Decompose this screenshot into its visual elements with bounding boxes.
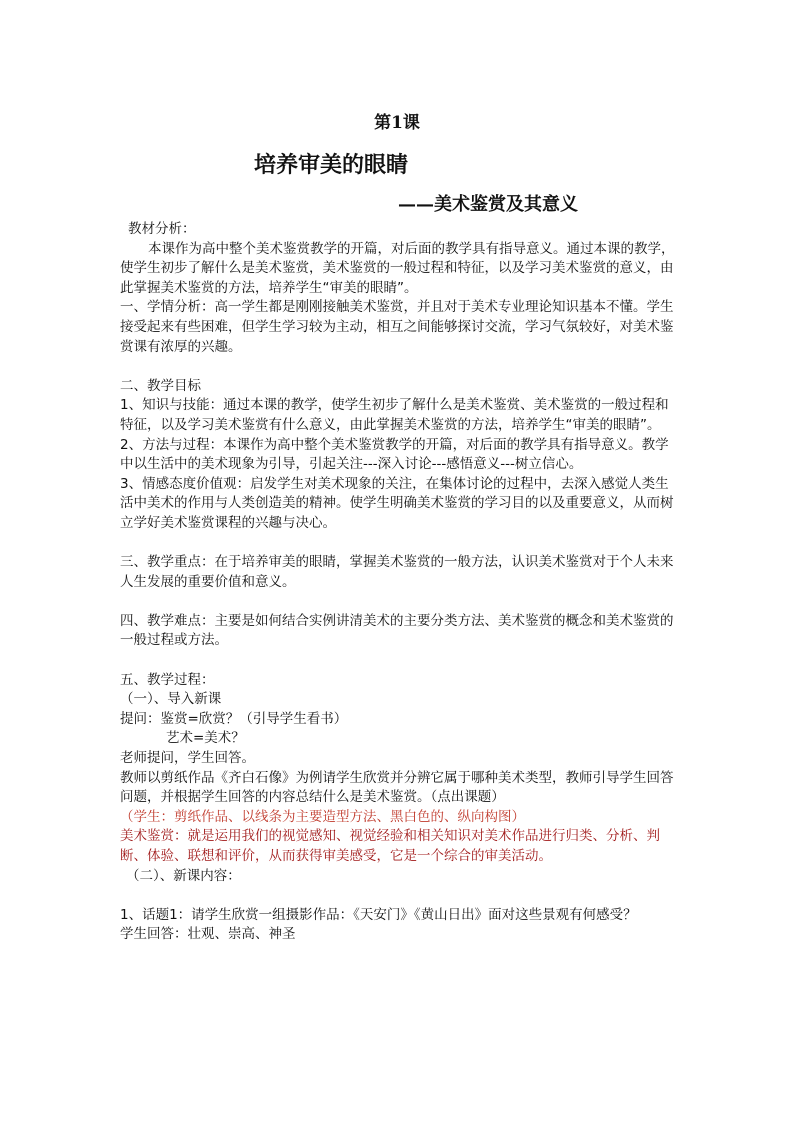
paragraph-goal-method: 2、方法与过程：本课作为高中整个美术鉴赏教学的开篇，对后面的教学具有指导意义。教学中以生活中的美术现象为引导，引起关注---深入讨论---感悟意义---树立信心。: [120, 436, 669, 473]
document-body: [120, 220, 676, 945]
page-title: 培养审美的眼睛: [254, 152, 409, 178]
blank-line: [120, 651, 676, 671]
paragraph-difficulties: 四、教学难点：主要是如何结合实例讲清美术的主要分类方法、美术鉴赏的概念和美术鉴赏的一般过程或方法。: [120, 612, 674, 649]
heading-new-content: （二）、新课内容：: [126, 867, 241, 884]
blank-line: [120, 357, 676, 377]
line-topic-1: 1、话题1：请学生欣赏一组摄影作品：《天安门》《黄山日出》面对这些景观有何感受？: [120, 906, 637, 923]
paragraph-key-points: 三、教学重点：在于培养审美的眼睛，掌握美术鉴赏的一般方法，认识美术鉴赏对于个人未来人生发展的重要价值和意义。: [120, 554, 674, 590]
paragraph-paper-cut-example: 教师以剪纸作品《齐白石像》为例请学生欣赏并分辨它属于哪种美术类型，教师引导学生回答问题，并根据学生回答的内容总结什么是美术鉴赏。（点出课题）: [120, 769, 674, 806]
line-teacher-asks: 老师提问，学生回答。: [120, 750, 255, 767]
paragraph-goal-emotion: 3、情感态度价值观：启发学生对美术现象的关注，在集体讨论的过程中，去深入感觉人类生活中美术的作用与人类创造美的精神。使学生明确美术鉴赏的学习目的以及重要意义，从而树立学好美术鉴赏课程的兴趣与决心。: [120, 475, 674, 531]
heading-teaching-process: 五、教学过程：: [120, 671, 215, 688]
blank-line: [120, 886, 676, 906]
line-question-1: 提问：鉴赏=欣赏？（引导学生看书）: [120, 710, 348, 727]
line-student-reply: 学生回答：壮观、崇高、神圣: [120, 926, 296, 943]
paragraph-art-appreciation-definition: 美术鉴赏：就是运用我们的视觉感知、视觉经验和相关知识对美术作品进行归类、分析、判断、体验、联想和评价，从而获得审美感受，它是一个综合的审美活动。: [120, 828, 660, 864]
heading-teaching-goals: 二、教学目标: [120, 377, 201, 394]
blank-line: [120, 534, 676, 554]
blank-line: [120, 592, 676, 612]
page-subtitle: ——美术鉴赏及其意义: [398, 194, 578, 215]
paragraph-student-analysis: 一、学情分析：高一学生都是刚刚接触美术鉴赏，并且对于美术专业理论知识基本不懂。学生接受起来有些困难，但学生学习较为主动，相互之间能够探讨交流，学习气氛较好，对美术鉴赏课有浓厚的兴趣。: [120, 299, 674, 355]
paragraph-textbook-analysis: 本课作为高中整个美术鉴赏教学的开篇，对后面的教学具有指导意义。通过本课的教学，使学生初步了解什么是美术鉴赏，美术鉴赏的一般过程和特征，以及学习美术鉴赏的意义，由此掌握美术鉴赏的方法，培养学生“审美的眼睛”。: [120, 240, 675, 296]
paragraph-student-answer: （学生：剪纸作品、以线条为主要造型方法、黑白色的、纵向构图）: [120, 808, 525, 825]
lesson-number: 第1课: [374, 113, 420, 133]
section-textbook-analysis: 教材分析：: [128, 221, 196, 237]
paragraph-goal-knowledge: 1、知识与技能：通过本课的教学，使学生初步了解什么是美术鉴赏、美术鉴赏的一般过程和特征，以及学习美术鉴赏有什么意义，由此掌握美术鉴赏的方法，培养学生“审美的眼睛”。: [120, 397, 669, 433]
line-question-2: 艺术=美术？: [166, 730, 245, 747]
heading-introduction: （一）、导入新课: [120, 691, 222, 708]
